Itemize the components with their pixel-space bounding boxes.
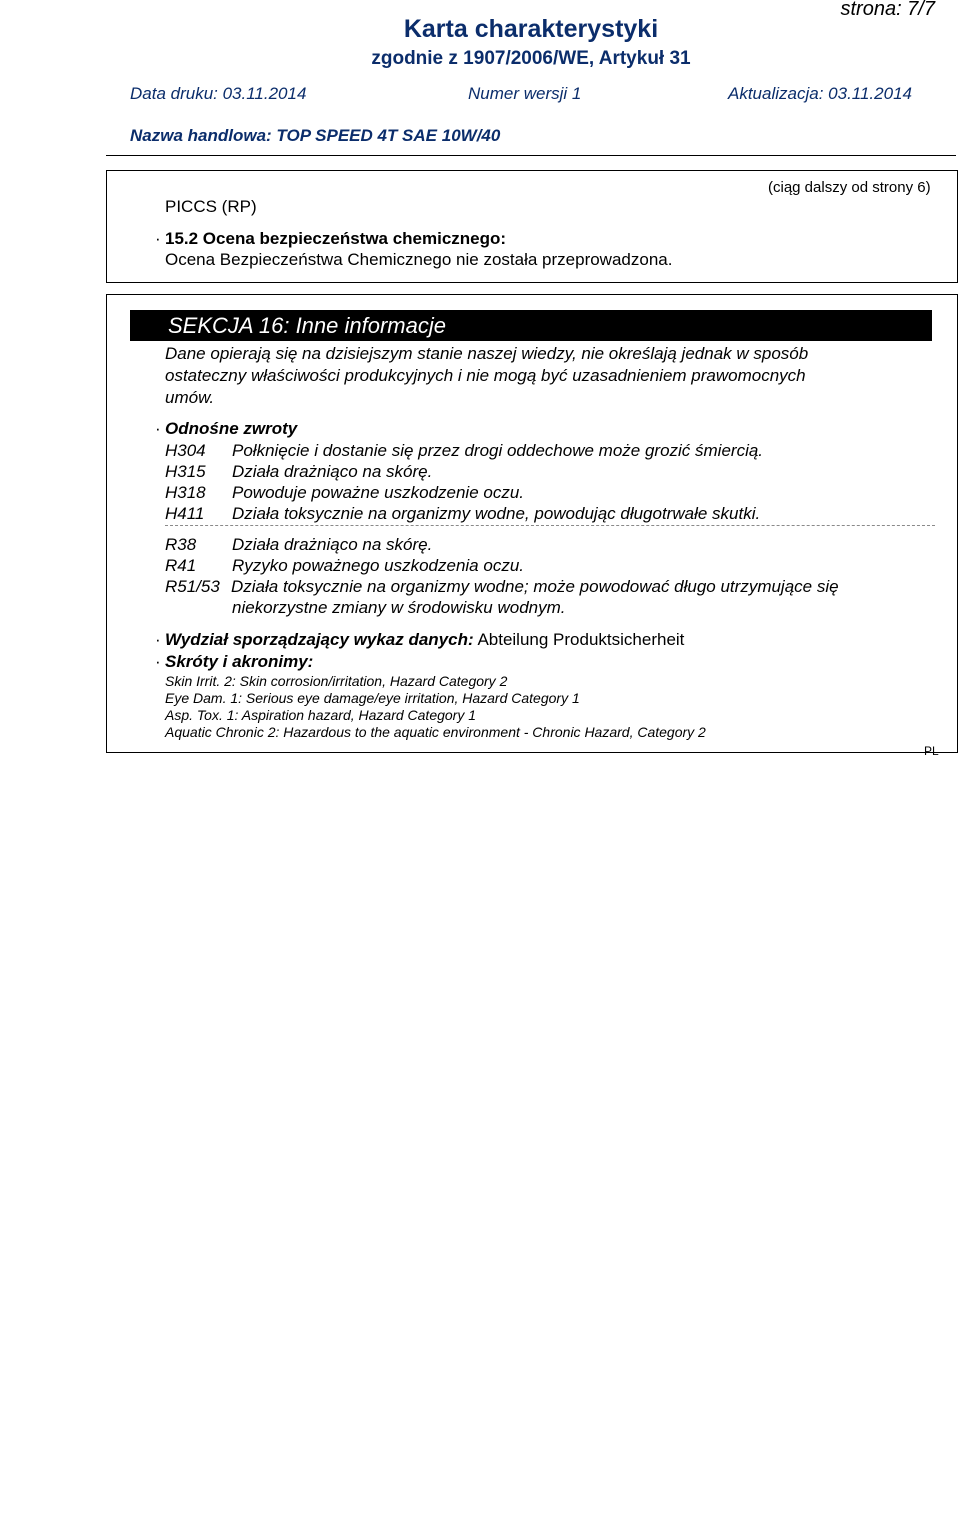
abbreviation-item: Eye Dam. 1: Serious eye damage/eye irritation, Hazard Category 1 [165, 690, 580, 706]
version-number: Numer wersji 1 [468, 84, 582, 103]
bullet: · [155, 630, 161, 649]
risk-code: R38 [165, 535, 197, 554]
hazard-phrase: Działa drażniąco na skórę. [232, 462, 433, 481]
risk-phrase-continued: niekorzystne zmiany w środowisku wodnym. [232, 598, 566, 617]
bullet: · [155, 652, 161, 671]
hazard-code: H411 [165, 504, 205, 523]
continued-note: (ciąg dalszy od strony 6) [768, 179, 931, 196]
update-date: Aktualizacja: 03.11.2014 [728, 84, 912, 103]
intro-line-2: ostateczny właściwości produkcyjnych i nie mogą być uzasadnieniem prawomocnych [165, 366, 806, 385]
document-subtitle: zgodnie z 1907/2006/WE, Artykuł 31 [371, 48, 691, 69]
intro-line-1: Dane opierają się na dzisiejszym stanie naszej wiedzy, nie określają jednak w sposób [165, 344, 809, 363]
hazard-code: H304 [165, 441, 206, 460]
section-title: SEKCJA 16: Inne informacje [168, 313, 446, 338]
hazard-phrase: Powoduje poważne uszkodzenie oczu. [232, 483, 525, 502]
print-date: Data druku: 03.11.2014 [130, 84, 307, 103]
abbreviation-item: Skin Irrit. 2: Skin corrosion/irritation, Hazard Category 2 [165, 673, 508, 689]
language-mark: PL [924, 744, 939, 758]
hazard-code: H315 [165, 462, 206, 481]
abbreviations-title: Skróty i akronimy: [165, 652, 314, 671]
document-title: Karta charakterystyki [403, 15, 659, 43]
hazard-phrase: Połknięcie i dostanie się przez drogi oddechowe może grozić śmiercią. [232, 441, 764, 460]
piccs-label: PICCS (RP) [165, 197, 257, 216]
risk-code: R51/53 [165, 577, 220, 596]
phrases-title: Odnośne zwroty [165, 419, 298, 438]
department-line [165, 630, 684, 650]
risk-phrase: Ryzyko poważnego uszkodzenia oczu. [232, 556, 524, 575]
header-divider [106, 155, 956, 157]
risk-code: R41 [165, 556, 197, 575]
risk-phrase: Działa drażniąco na skórę. [232, 535, 433, 554]
abbreviation-item: Asp. Tox. 1: Aspiration hazard, Hazard Category 1 [165, 707, 477, 723]
bullet: · [155, 419, 161, 438]
page-number: strona: 7/7 [840, 0, 935, 20]
department-label: Wydział sporządzający wykaz danych: [165, 630, 474, 649]
dotted-divider [165, 525, 935, 526]
product-name: Nazwa handlowa: TOP SPEED 4T SAE 10W/40 [130, 126, 501, 145]
hazard-phrase: Działa toksycznie na organizmy wodne, powodując długotrwałe skutki. [232, 504, 761, 523]
department-value: Abteilung Produktsicherheit [477, 630, 685, 649]
intro-line-3: umów. [165, 388, 215, 407]
hazard-code: H318 [165, 483, 206, 502]
assessment-text: Ocena Bezpieczeństwa Chemicznego nie została przeprowadzona. [165, 250, 673, 269]
assessment-title: 15.2 Ocena bezpieczeństwa chemicznego: [165, 229, 507, 248]
bullet: · [155, 229, 161, 248]
abbreviation-item: Aquatic Chronic 2: Hazardous to the aquatic environment - Chronic Hazard, Category 2 [165, 724, 706, 740]
risk-phrase: Działa toksycznie na organizmy wodne; może powodować długo utrzymujące się [231, 577, 839, 596]
